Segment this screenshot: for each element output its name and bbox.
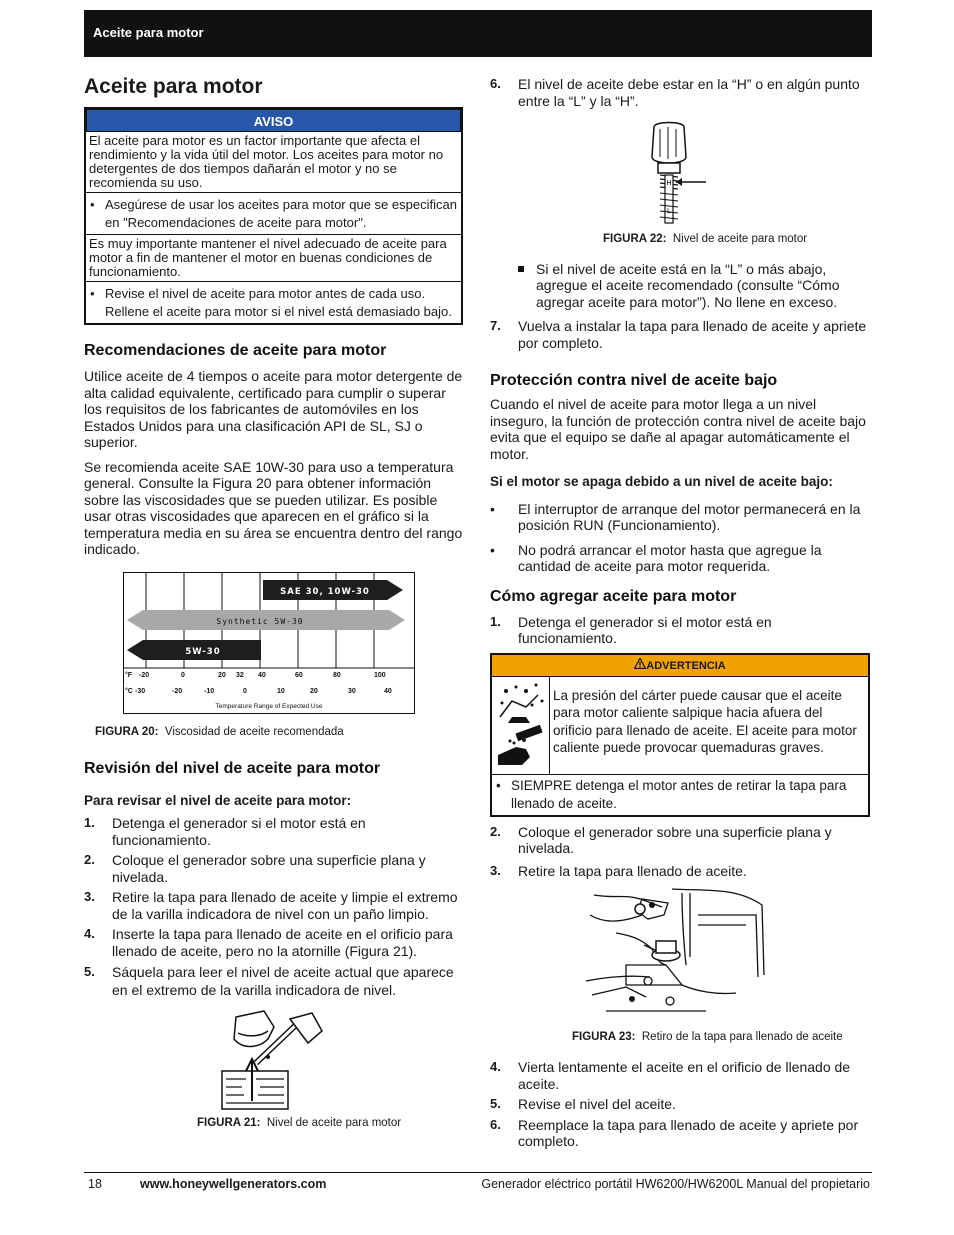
low-oil-lead: Si el motor se apaga debido a un nivel de aceite bajo: <box>490 474 833 490</box>
step-text: Sáquela para leer el nivel de aceite actual que aparece en el extremo de la varilla indicadora de nivel. <box>112 964 454 999</box>
add-oil-steps-a <box>490 824 870 880</box>
notice-bullet-1 <box>86 192 461 234</box>
warning-bullet-text: SIEMPRE detenga el motor antes de retirar la tapa para llenado de aceite. <box>511 777 847 811</box>
warning-label: ADVERTENCIA <box>646 659 726 672</box>
bar-sae30-label: SAE 30, 10W-30 <box>280 586 370 597</box>
f-tick: 32 <box>236 671 244 679</box>
step-text: Vierta lentamente el aceite en el orificio de llenado de aceite. <box>518 1059 851 1092</box>
figure-20-caption <box>95 726 464 740</box>
bullet-dot: • <box>490 500 495 517</box>
list-item <box>490 1117 870 1150</box>
figure-20-text: Viscosidad de aceite recomendada <box>164 725 344 738</box>
footer-website-link[interactable]: www.honeywellgenerators.com <box>140 1177 327 1191</box>
warning-icons <box>492 677 550 774</box>
step-number: 3. <box>84 889 95 905</box>
page-title: Aceite para motor <box>84 75 263 98</box>
footer-manual-title: Generador eléctrico portátil HW6200/HW6200L Manual del propietario <box>481 1177 870 1191</box>
add-oil-heading: Cómo agregar aceite para motor <box>490 587 737 605</box>
warning-text: La presión del cárter puede causar que el aceite para motor caliente salpique hacia afuera del orificio para llenado de aceite. El aceite para motor caliente puede provocar quemaduras graves. <box>553 687 857 756</box>
viscosity-chart <box>123 572 415 714</box>
list-item <box>84 852 464 885</box>
figure-22 <box>648 119 870 231</box>
bullet-text: El interruptor de arranque del motor permanecerá en la posición RUN (Funcionamiento). <box>518 500 861 534</box>
bullet-dot: • <box>496 777 501 793</box>
list-item <box>490 824 870 857</box>
list-item <box>490 863 870 880</box>
notice-bullet-2-text: Revise el nivel de aceite para motor antes de cada uso. Rellene el aceite para motor si el nivel está demasiado bajo. <box>105 286 452 319</box>
check-level-steps <box>84 815 464 999</box>
figure-23-caption <box>572 1031 862 1044</box>
step-text: Retire la tapa para llenado de aceite y limpie el extremo de la varilla indicadora de nivel con un paño limpio. <box>112 889 458 922</box>
f-tick: -20 <box>139 671 150 679</box>
f-tick: 20 <box>218 671 226 679</box>
figure-23-number: FIGURA 23: <box>572 1031 636 1044</box>
list-item <box>490 614 870 647</box>
check-level-lead: Para revisar el nivel de aceite para motor: <box>84 792 352 808</box>
step-text: Retire la tapa para llenado de aceite. <box>518 862 747 879</box>
step-number: 6. <box>490 76 501 91</box>
step-text: El nivel de aceite debe estar en la “H” o en algún punto entre la “L” y la “H”. <box>518 76 860 109</box>
step-7-list <box>490 318 870 351</box>
low-oil-bullets <box>490 501 870 575</box>
c-tick: -20 <box>172 687 183 695</box>
c-tick: 0 <box>243 687 247 695</box>
f-tick: 80 <box>333 671 341 679</box>
dipstick-illustration <box>648 119 710 227</box>
step-text: Vuelva a instalar la tapa para llenado de aceite y apriete por completo. <box>518 318 867 351</box>
celsius-label: °C <box>125 687 133 695</box>
check-level-heading: Revisión del nivel de aceite para motor <box>84 760 381 778</box>
step-text: Detenga el generador si el motor está en funcionamiento. <box>518 613 772 647</box>
list-item <box>490 76 870 109</box>
low-oil-protection-paragraph: Cuando el nivel de aceite para motor llega a un nivel inseguro, la función de protección contra nivel de aceite bajo evita que el equipo se dañe al apagar automáticamente el motor. <box>490 396 866 462</box>
warning-box <box>490 653 870 817</box>
bullet-dot: • <box>90 197 95 213</box>
list-item <box>84 815 464 848</box>
list-item <box>490 501 870 534</box>
square-bullet-item <box>490 261 870 311</box>
list-item <box>84 889 464 922</box>
c-tick: 10 <box>277 687 285 695</box>
step-number: 5. <box>490 1096 501 1112</box>
square-bullet-icon <box>518 266 524 272</box>
dipstick-l-mark: L <box>667 208 671 215</box>
list-item <box>490 1096 870 1113</box>
bar-5w30-label: 5W-30 <box>185 646 221 657</box>
oil-level-illustration <box>216 1009 332 1113</box>
figure-21-number: FIGURA 21: <box>197 1116 261 1129</box>
warning-body <box>492 677 868 775</box>
dipstick-h-mark: H <box>666 180 672 187</box>
figure-21-text: Nivel de aceite para motor <box>266 1116 402 1129</box>
step-text: Detenga el generador si el motor está en funcionamiento. <box>112 815 366 848</box>
step-number: 4. <box>84 926 95 942</box>
bullet-dot: • <box>490 541 495 558</box>
figure-23 <box>586 885 870 1025</box>
square-bullet-text: Si el nivel de aceite está en la “L” o más abajo, agregue el aceite recomendado (consulte “Cómo agregar aceite para motor”). No llene en exceso. <box>536 260 840 310</box>
step-number: 4. <box>490 1059 501 1075</box>
f-tick: 100 <box>374 671 386 679</box>
step-number: 1. <box>490 613 501 629</box>
recommendations-paragraph-1: Utilice aceite de 4 tiempos o aceite para motor detergente de alta calidad equivalente, certificado para cumplir o superar los requisitos de los fabricantes de automóviles en los Estados Unidos para una clasificación API de SL, SJ o superior. <box>84 368 463 451</box>
notice-paragraph-2: Es muy importante mantener el nivel adecuado de aceite para motor a fin de mantener el motor en buenas condiciones de funcionamiento. <box>86 234 461 281</box>
step-text: Coloque el generador sobre una superficie plana y nivelada. <box>518 823 832 857</box>
add-oil-steps-b <box>490 1059 870 1150</box>
step-number: 5. <box>84 964 95 980</box>
step-text: Revise el nivel del aceite. <box>518 1096 676 1113</box>
recommendations-paragraph-2: Se recomienda aceite SAE 10W-30 para uso a temperatura general. Consulte la Figura 20 para obtener información sobre las viscosidades que se pueden utilizar. Es posible usar otras viscosidades que aparecen en el gráfico si la temperatura media en su área se encuentra dentro del rango indicado. <box>84 458 463 558</box>
warning-bullet <box>492 775 868 815</box>
bullet-text: No podrá arrancar el motor hasta que agregue la cantidad de aceite para motor requerida. <box>518 541 822 575</box>
bar-synthetic-label: Synthetic 5W-30 <box>216 616 304 626</box>
figure-22-caption <box>603 233 870 247</box>
footer-divider <box>84 1172 872 1173</box>
check-level-steps-cont <box>490 76 870 109</box>
axis-caption: Temperature Range of Expected Use <box>215 702 323 710</box>
figure-21 <box>216 1009 464 1117</box>
list-item <box>490 1059 870 1092</box>
step-number: 2. <box>84 852 95 868</box>
list-item <box>490 318 870 351</box>
step-text: Reemplace la tapa para llenado de aceite y apriete por completo. <box>518 1116 859 1150</box>
list-item <box>84 926 464 959</box>
c-tick: -30 <box>135 687 146 695</box>
figure-21-caption <box>197 1117 464 1131</box>
warning-header <box>492 655 868 677</box>
fahrenheit-label: °F <box>125 671 133 679</box>
c-tick: -10 <box>204 687 215 695</box>
figure-22-text: Nivel de aceite para motor <box>672 232 808 245</box>
bullet-dot: • <box>90 286 95 302</box>
step-number: 1. <box>84 815 95 831</box>
step-text: Inserte la tapa para llenado de aceite en el orificio para llenado de aceite, pero no la atornille (Figura 21). <box>112 926 453 959</box>
figure-23-text: Retiro de la tapa para llenado de aceite <box>641 1031 843 1044</box>
figure-20-number: FIGURA 20: <box>95 725 159 738</box>
recommendations-heading: Recomendaciones de aceite para motor <box>84 342 387 360</box>
splash-icon <box>500 683 544 723</box>
notice-bullet-1-text: Asegúrese de usar los aceites para motor que se especifican en "Recomendaciones de aceite para motor". <box>105 197 457 230</box>
notice-box <box>84 107 463 325</box>
page-number: 18 <box>88 1177 102 1191</box>
warning-triangle-icon <box>634 655 646 677</box>
section-header-title: Aceite para motor <box>93 25 204 40</box>
low-oil-protection-heading: Protección contra nivel de aceite bajo <box>490 372 778 390</box>
step-text: Coloque el generador sobre una superficie plana y nivelada. <box>112 852 426 885</box>
list-item <box>84 963 464 999</box>
figure-20 <box>123 572 464 718</box>
notice-label: AVISO <box>86 109 461 132</box>
add-oil-step-1 <box>490 614 870 647</box>
step-number: 3. <box>490 862 501 878</box>
figure-22-number: FIGURA 22: <box>603 232 667 245</box>
step-number: 7. <box>490 318 501 334</box>
c-tick: 20 <box>310 687 318 695</box>
section-header-bar <box>84 10 872 57</box>
step-number: 2. <box>490 823 501 839</box>
c-tick: 30 <box>348 687 356 695</box>
left-column <box>84 74 464 1131</box>
c-tick: 40 <box>384 687 392 695</box>
notice-paragraph-1: El aceite para motor es un factor importante que afecta el rendimiento y la vida útil del motor. Los aceites para motor no detergentes de dos tiempos dañarán el motor y no se recomienda su uso. <box>89 133 444 191</box>
list-item <box>490 542 870 575</box>
f-tick: 40 <box>258 671 266 679</box>
step-number: 6. <box>490 1116 501 1132</box>
right-column <box>490 76 870 1150</box>
f-tick: 0 <box>181 671 185 679</box>
oil-cap-removal-illustration <box>586 885 770 1021</box>
f-tick: 60 <box>295 671 303 679</box>
notice-bullet-2 <box>86 281 461 323</box>
burn-hand-icon <box>498 725 543 765</box>
